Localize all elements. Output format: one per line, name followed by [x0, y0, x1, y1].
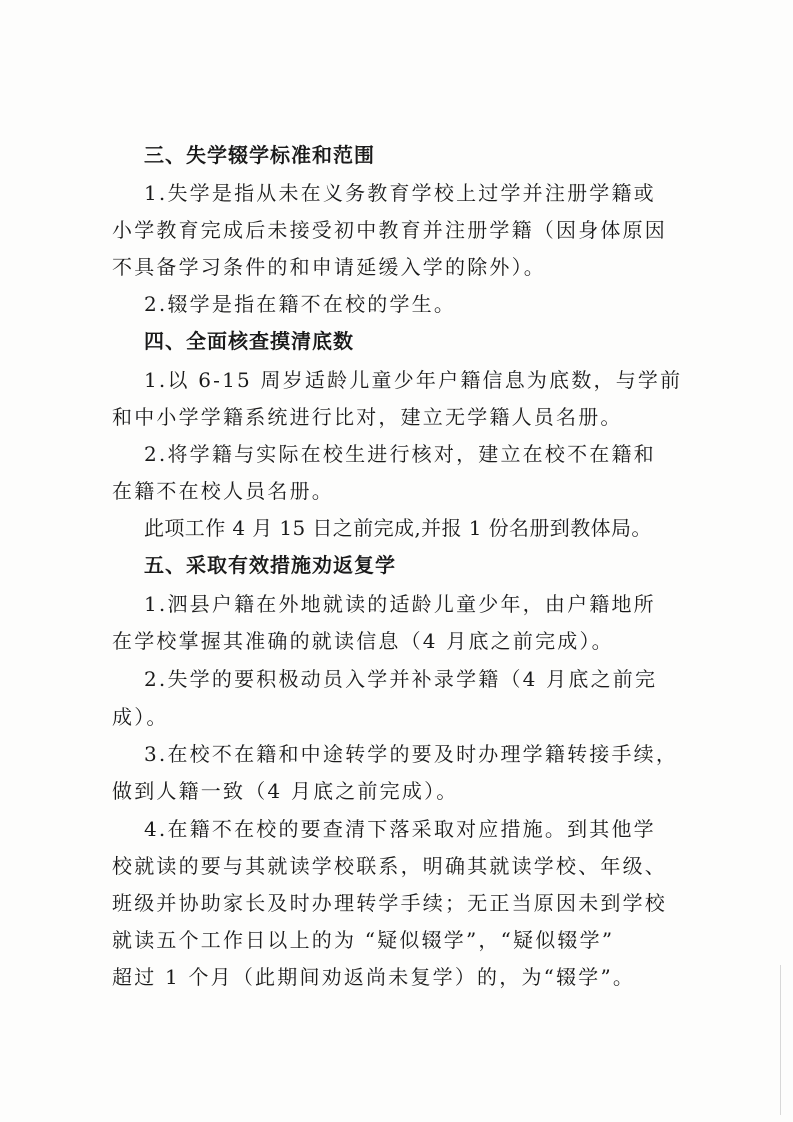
- section4-heading: 四、全面核查摸清底数: [144, 329, 354, 353]
- section4-item1-line1: 1.以 6-15 周岁适龄儿童少年户籍信息为底数，与学前: [144, 368, 683, 392]
- section5-item4-line5: 超过 1 个月（此期间劝返尚未复学）的，为“辍学”。: [112, 965, 636, 989]
- section5-heading: 五、采取有效措施劝返复学: [144, 553, 396, 577]
- section4-item1-line2: 和中小学学籍系统进行比对，建立无学籍人员名册。: [112, 405, 623, 429]
- section5-item1-line2: 在学校掌握其准确的就读信息（4 月底之前完成）。: [112, 629, 614, 653]
- section5-item2-line1: 2.失学的要积极动员入学并补录学籍（4 月底之前完: [144, 667, 658, 691]
- section3-heading: 三、失学辍学标准和范围: [144, 143, 375, 167]
- section5-item4-line3: 班级并协助家长及时办理转学手续；无正当原因未到学校: [112, 891, 667, 915]
- section5-item4-line4: 就读五个工作日以上的为 “疑似辍学”，“疑似辍学”: [112, 928, 615, 952]
- section3-item2: 2.辍学是指在籍不在校的学生。: [144, 292, 457, 316]
- section4-item2-line2: 在籍不在校人员名册。: [112, 479, 334, 503]
- section5-item3-line2: 做到人籍一致（4 月底之前完成）。: [112, 779, 459, 803]
- section4-note: 此项工作 4 月 15 日之前完成,并报 1 份名册到教体局。: [144, 516, 652, 540]
- section4-item2-line1: 2.将学籍与实际在校生进行核对，建立在校不在籍和: [144, 442, 656, 466]
- section3-item1-line3: 不具备学习条件的和申请延缓入学的除外）。: [112, 255, 546, 279]
- section3-item1-line1: 1.失学是指从未在义务教育学校上过学并注册学籍或: [144, 181, 656, 205]
- section3-item1-line2: 小学教育完成后未接受初中教育并注册学籍（因身体原因: [112, 218, 667, 242]
- section5-item2-line2: 成）。: [112, 705, 169, 729]
- section5-item1-line1: 1.泗县户籍在外地就读的适龄儿童少年，由户籍地所: [144, 592, 656, 616]
- section5-item4-line2: 校就读的要与其就读学校联系，明确其就读学校、年级、: [112, 854, 667, 878]
- section5-item4-line1: 4.在籍不在校的要查清下落采取对应措施。到其他学: [144, 817, 656, 841]
- scan-edge-line: [780, 965, 781, 1115]
- section5-item3-line1: 3.在校不在籍和中途转学的要及时办理学籍转接手续，: [144, 742, 679, 766]
